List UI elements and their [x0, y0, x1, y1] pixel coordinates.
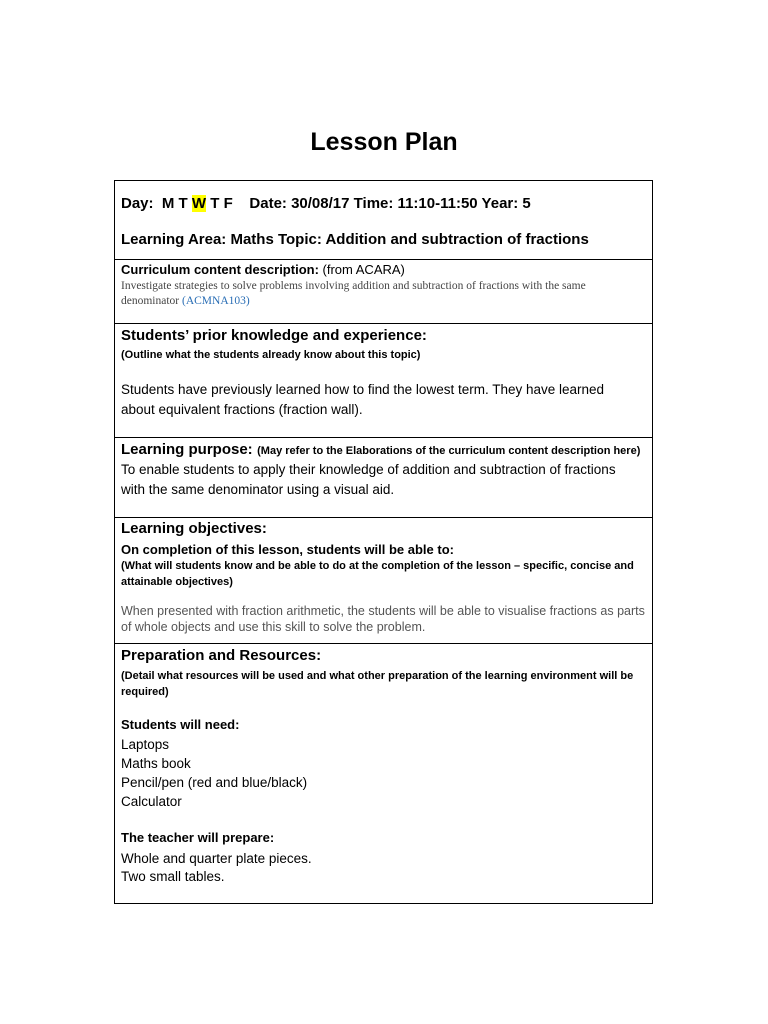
students-item: Laptops: [121, 737, 170, 752]
day-th: T: [210, 195, 220, 212]
prior-hint: (Outline what the students already know about this topic): [121, 349, 421, 361]
students-item: Pencil/pen (red and blue/black): [121, 775, 308, 790]
curriculum-source: (from ACARA): [322, 262, 405, 277]
day-f: F: [223, 195, 233, 212]
curriculum-text-2: denominator: [121, 295, 180, 307]
day-w-selected: W: [191, 195, 207, 212]
prior-knowledge-row: [115, 324, 652, 438]
resources-row: [115, 644, 652, 903]
purpose-heading: Learning purpose:: [121, 441, 253, 458]
objectives-text-2: of whole objects and use this skill to solve the problem.: [121, 620, 426, 634]
curriculum-heading-line: [121, 262, 405, 277]
purpose-hint: (May refer to the Elaborations of the curriculum content description here): [257, 445, 641, 457]
resources-hint-1: (Detail what resources will be used and what other preparation of the learning environment will be: [121, 670, 634, 682]
day-m: M: [161, 195, 175, 212]
curriculum-heading: Curriculum content description:: [121, 262, 319, 277]
objectives-sub: On completion of this lesson, students will be able to:: [121, 542, 454, 557]
curriculum-text-1: Investigate strategies to solve problems involving addition and subtraction of fractions with the same: [121, 280, 586, 292]
purpose-text-1: To enable students to apply their knowledge of addition and subtraction of fractions: [121, 462, 616, 477]
learning-purpose-row: [115, 438, 652, 518]
objectives-heading: Learning objectives:: [121, 520, 267, 537]
teacher-item: Two small tables.: [121, 869, 225, 884]
students-item: Calculator: [121, 794, 182, 809]
objectives-hint-2: attainable objectives): [121, 576, 233, 588]
date-value: Date: 30/08/17: [249, 195, 350, 212]
teacher-prepare-heading: The teacher will prepare:: [121, 830, 275, 845]
curriculum-code-link[interactable]: (ACMNA103): [182, 295, 250, 307]
time-value: Time: 11:10-11:50: [353, 195, 478, 212]
day-date-line: [121, 195, 531, 212]
year-value: Year: 5: [481, 195, 531, 212]
resources-hint-2: required): [121, 686, 169, 698]
students-need-heading: Students will need:: [121, 717, 240, 732]
header-row: [115, 181, 652, 260]
day-label: Day:: [121, 195, 154, 212]
purpose-text-2: with the same denominator using a visual aid.: [121, 482, 395, 497]
objectives-text-1: When presented with fraction arithmetic, the students will be able to visualise fractions as parts: [121, 604, 645, 618]
resources-heading: Preparation and Resources:: [121, 647, 322, 664]
day-t: T: [178, 195, 188, 212]
purpose-heading-line: [121, 441, 640, 459]
prior-text-1: Students have previously learned how to find the lowest term. They have learned: [121, 382, 605, 397]
students-item: Maths book: [121, 756, 191, 771]
curriculum-text-2-line: [121, 295, 250, 307]
teacher-item: Whole and quarter plate pieces.: [121, 851, 312, 866]
objectives-hint-1: (What will students know and be able to do at the completion of the lesson – specific, concise and: [121, 560, 634, 572]
prior-text-2: about equivalent fractions (fraction wall).: [121, 402, 363, 417]
area-topic-line: Learning Area: Maths Topic: Addition and subtraction of fractions: [121, 231, 589, 248]
page-title: Lesson Plan: [310, 128, 458, 156]
learning-objectives-row: [115, 518, 652, 644]
prior-heading: Students’ prior knowledge and experience:: [121, 327, 427, 344]
lesson-plan-table: [114, 180, 653, 904]
curriculum-row: [115, 260, 652, 324]
